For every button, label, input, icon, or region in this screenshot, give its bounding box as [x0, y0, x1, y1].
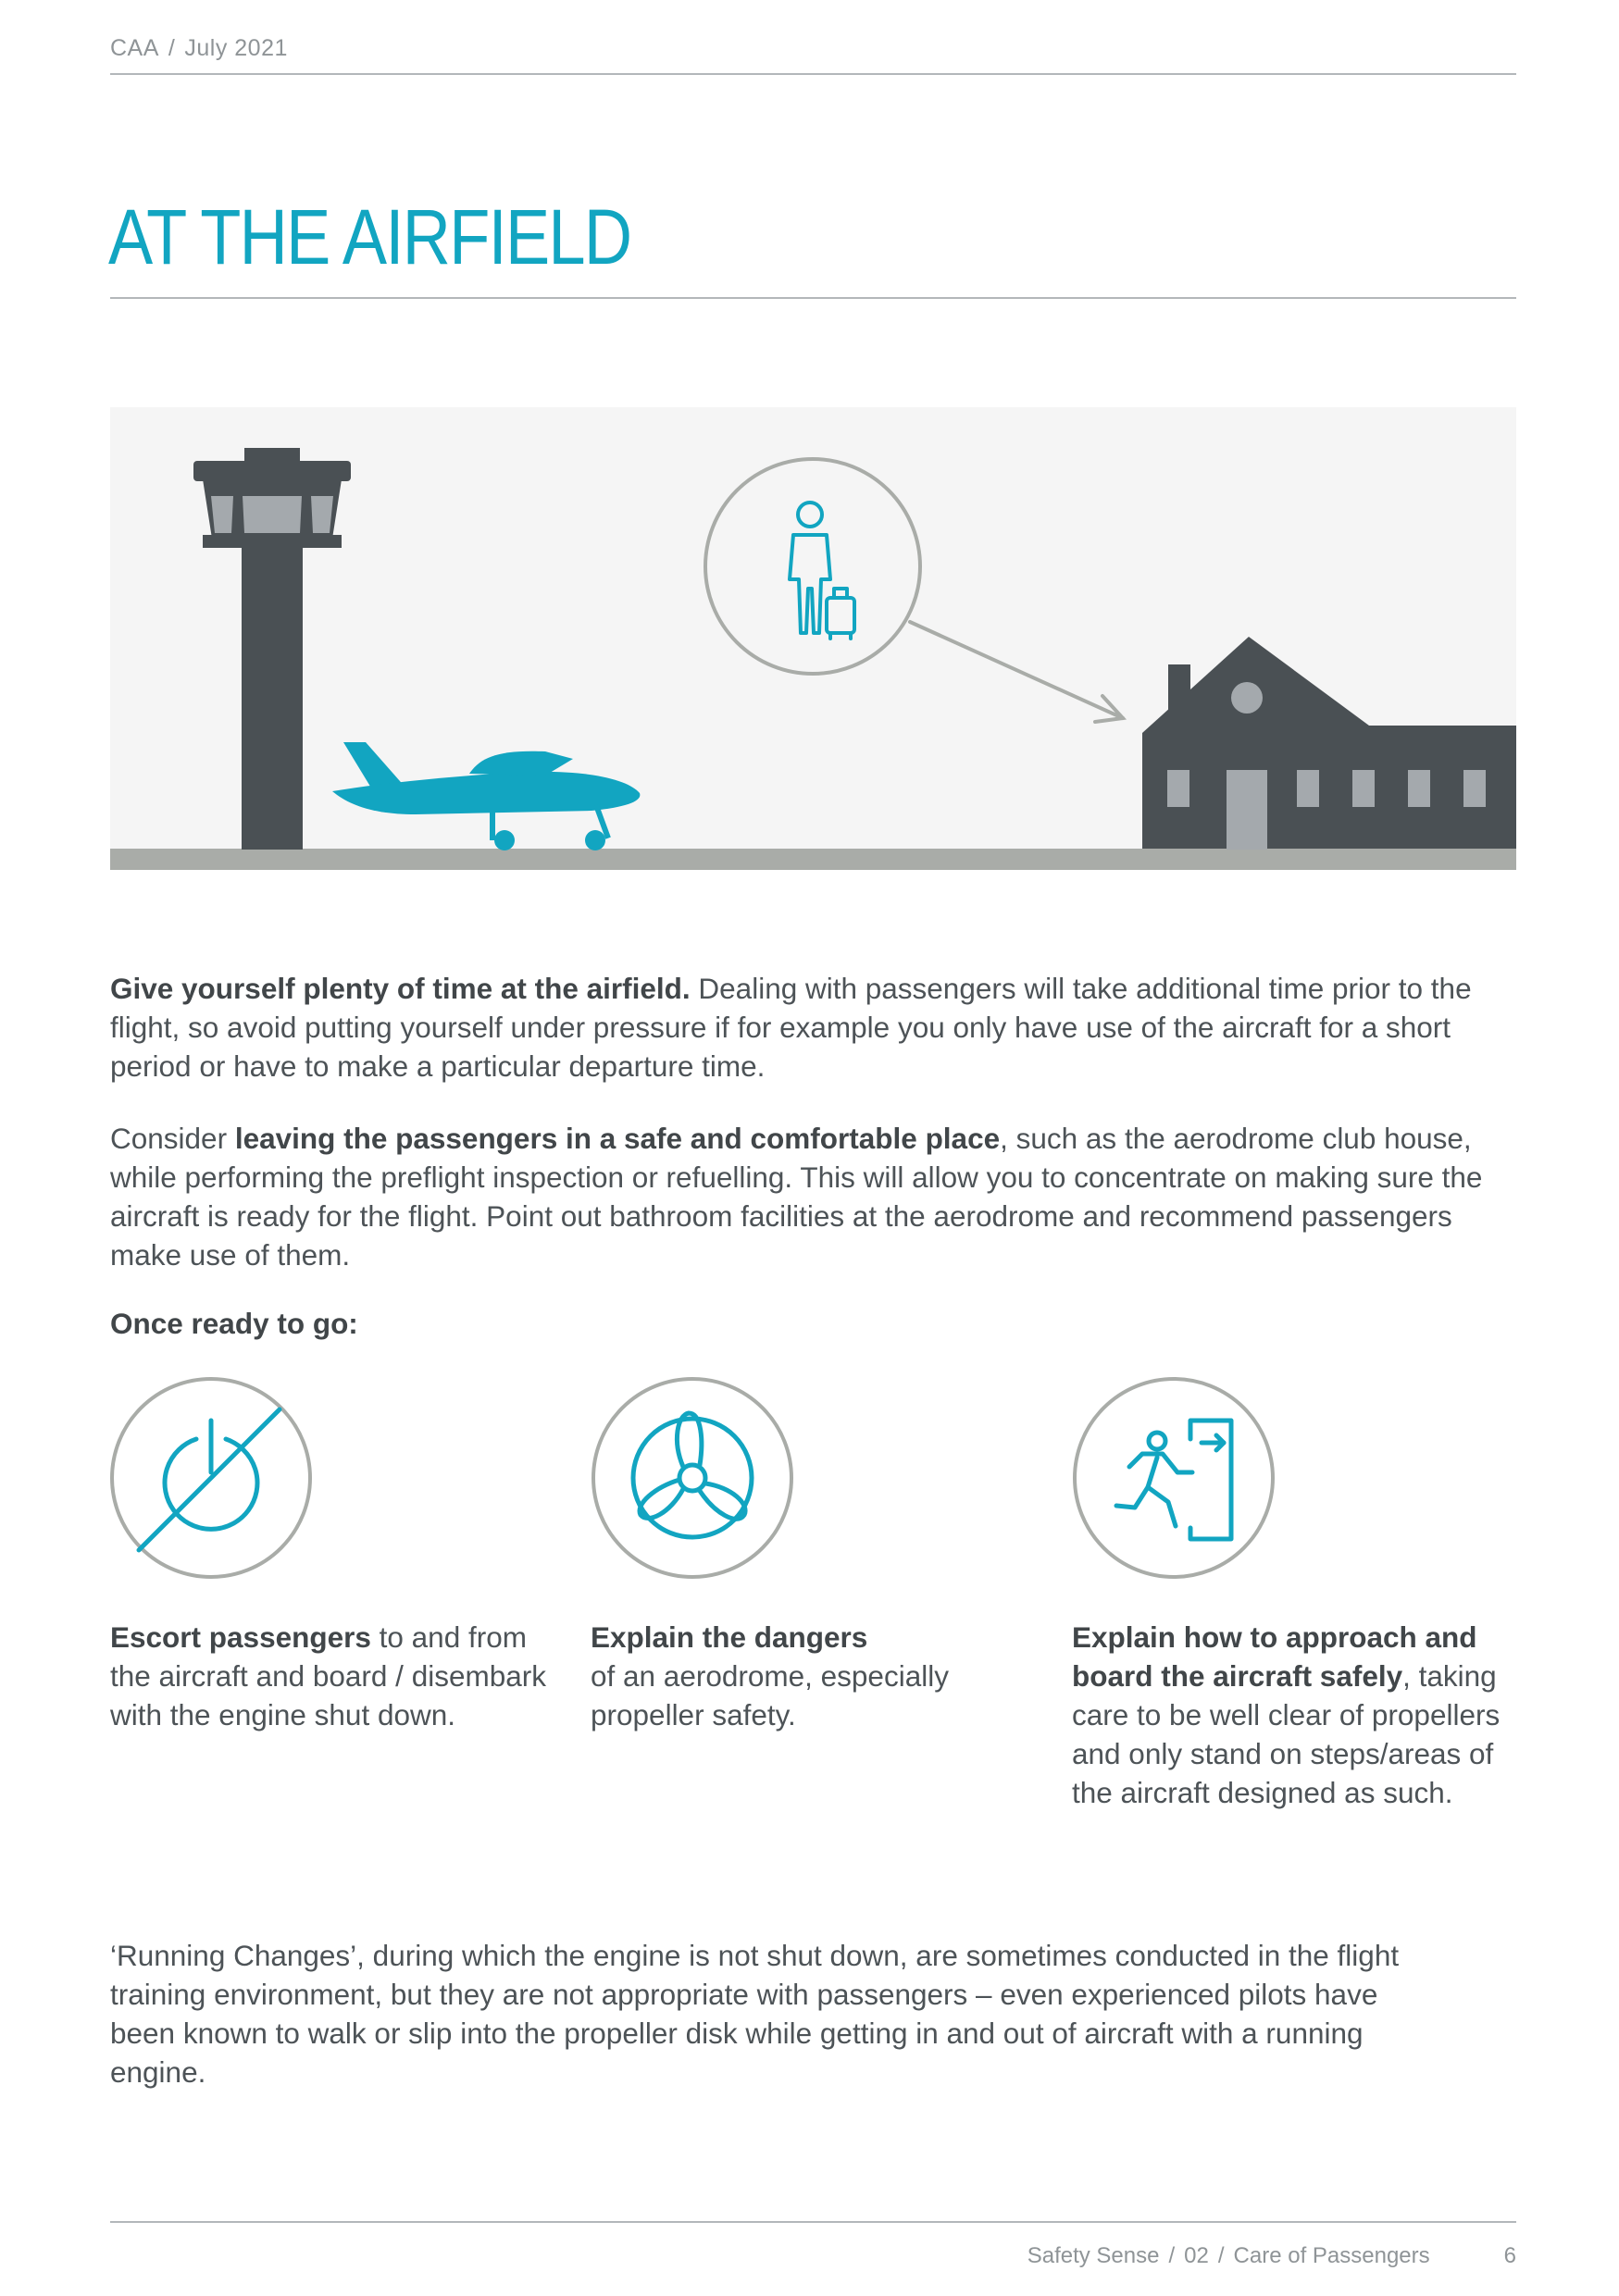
column-body: , taking care to be well clear of propellers and only stand on steps/areas of the aircraft designed as such. [1072, 1659, 1501, 1809]
paragraph-lead: Give yourself plenty of time at the airfield. [110, 972, 691, 1005]
column-escort [110, 1618, 554, 1734]
column-approach [1072, 1618, 1516, 1812]
column-body: to and from the aircraft and board / disembark with the engine shut down. [110, 1620, 546, 1731]
airfield-illustration [110, 407, 1516, 870]
passenger-luggage-icon [705, 459, 920, 674]
header-org: CAA [110, 35, 159, 61]
header-rule [110, 73, 1516, 75]
column-lead: Explain how to approach and board the aircraft safely [1072, 1620, 1477, 1693]
paragraph-pre: Consider [110, 1122, 235, 1155]
column-dangers [591, 1618, 979, 1734]
paragraph-body: , such as the aerodrome club house, while performing the preflight inspection or refuelling. This will allow you to concentrate on making sure the aircraft is ready for the flight. Point out bathroom facilities at the aerodrome and recommend passengers make use of them. [110, 1122, 1483, 1272]
column-lead: Explain the dangers [591, 1620, 868, 1654]
engine-off-icon [109, 1376, 313, 1580]
page-number: 6 [1503, 2243, 1516, 2268]
header-date: July 2021 [184, 35, 288, 61]
paragraph-safe-place [110, 1119, 1516, 1274]
footer-separator: / [1168, 2243, 1176, 2268]
paragraph-plenty-of-time [110, 969, 1516, 1086]
paragraph-running-changes: ‘Running Changes’, during which the engine is not shut down, are sometimes conducted in the flight training environment, but they are not appropriate with passengers – even experienced pilots have been known to walk or slip into the propeller disk while getting in and out of aircraft with a running engine. [110, 1939, 1400, 2089]
column-body: of an aerodrome, especially propeller safety. [591, 1659, 949, 1731]
page-title: AT THE AIRFIELD [108, 193, 631, 280]
paragraph-body: Dealing with passengers will take additional time prior to the flight, so avoid putting yourself under pressure if for example you only have use of the aircraft for a short period or have to make a particular departure time. [110, 972, 1472, 1083]
ground-strip [110, 849, 1516, 870]
header-separator: / [168, 35, 176, 61]
exit-door-icon [1072, 1376, 1276, 1580]
column-lead: Escort passengers [110, 1620, 371, 1654]
footer-number: 02 [1184, 2243, 1209, 2268]
footer-separator: / [1217, 2243, 1225, 2268]
footer-rule [110, 2221, 1516, 2223]
propeller-icon [591, 1376, 794, 1580]
footer-topic: Care of Passengers [1233, 2243, 1430, 2268]
subheading-once-ready: Once ready to go: [110, 1307, 358, 1340]
running-header [110, 35, 288, 62]
running-footer [1027, 2243, 1516, 2269]
paragraph-emphasis: leaving the passengers in a safe and comfortable place [234, 1122, 1001, 1155]
title-rule [110, 297, 1516, 299]
footer-series: Safety Sense [1027, 2243, 1160, 2268]
